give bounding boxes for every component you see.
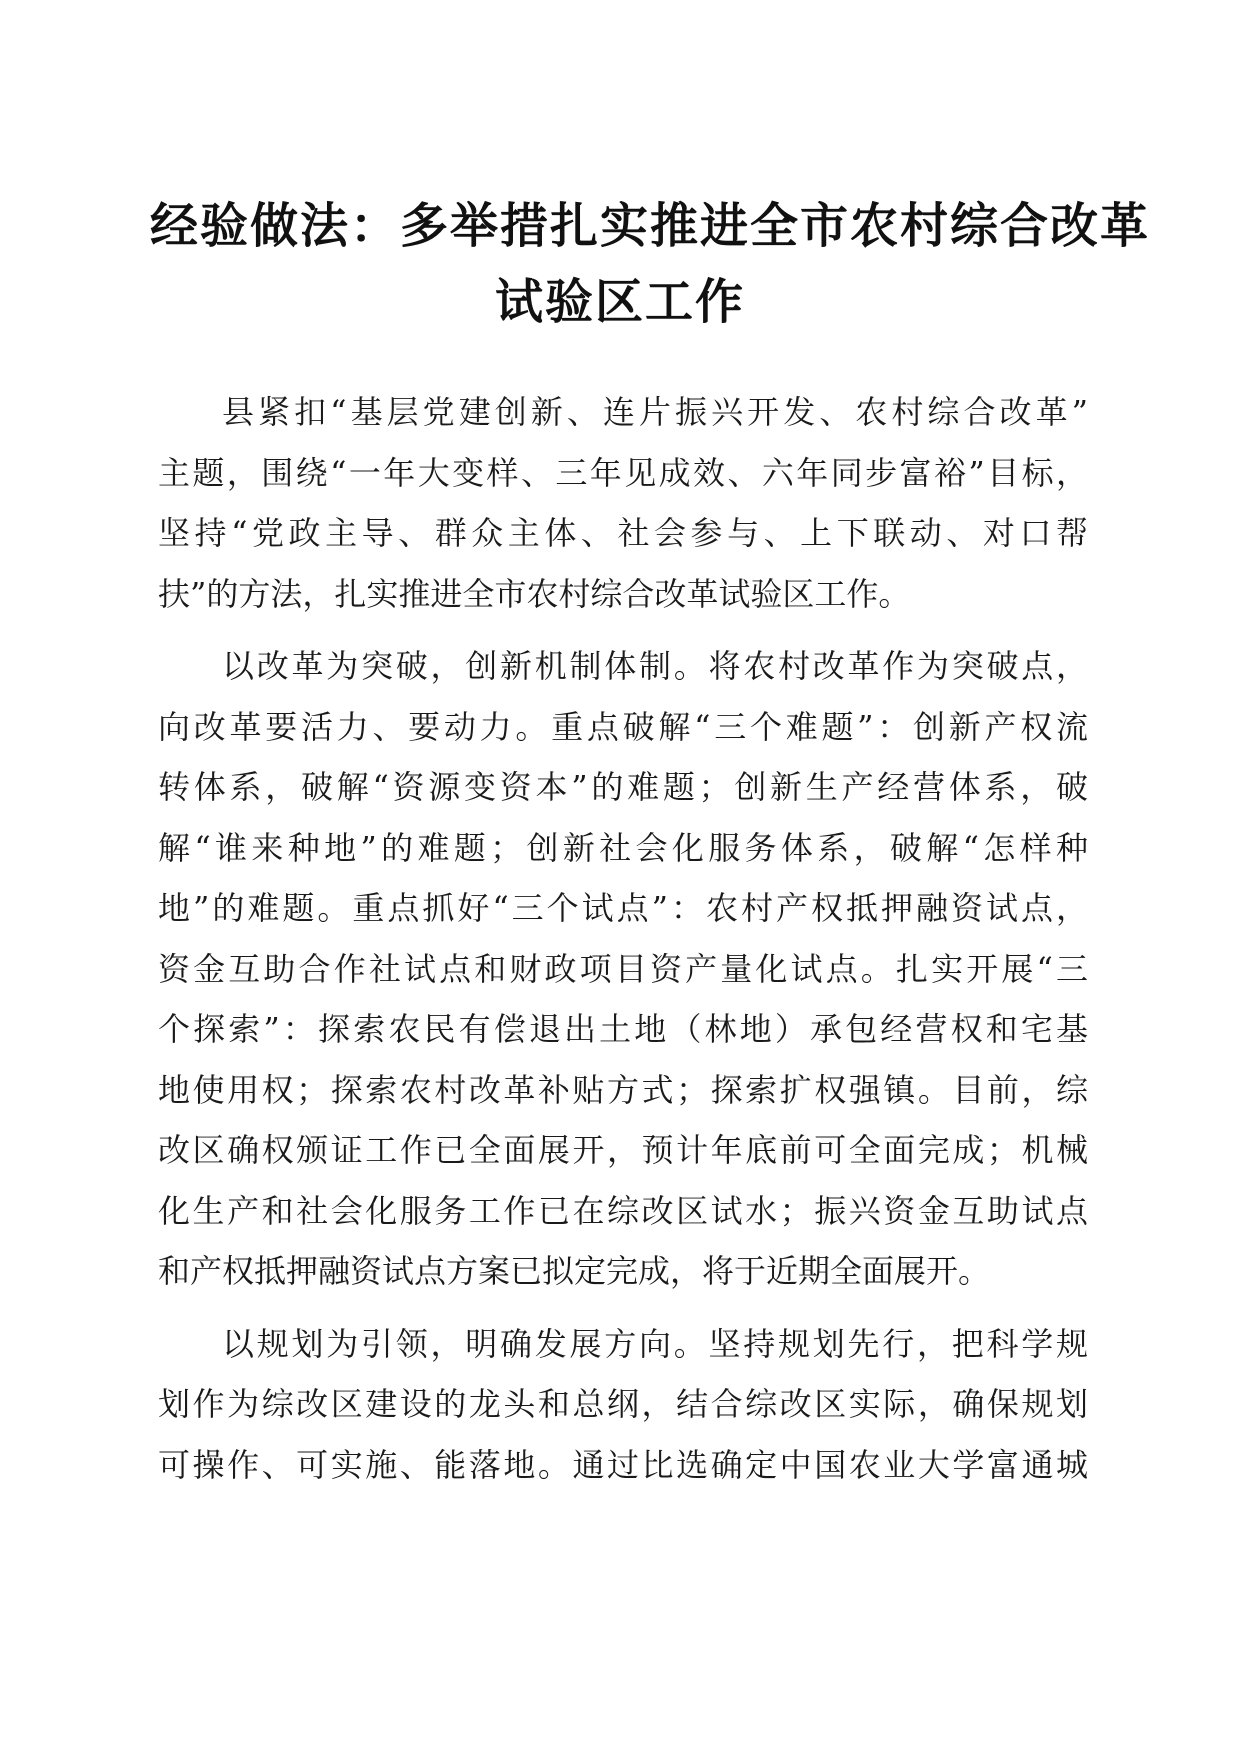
paragraph-line: 化生产和社会化服务工作已在综改区试水；振兴资金互助试点 [158, 1191, 1088, 1230]
paragraph-line: 以改革为突破，创新机制体制。将农村改革作为突破点， [222, 647, 1088, 685]
paragraph-1 [158, 382, 1088, 624]
paragraph-line: 县紧扣“基层党建创新、连片振兴开发、农村综合改革” [222, 393, 1088, 431]
paragraph-line: 可操作、可实施、能落地。通过比选确定中国农业大学富通城 [158, 1445, 1088, 1484]
title-line-1: 经验做法：多举措扎实推进全市农村综合改革 [150, 198, 1151, 254]
paragraph-line: 扶”的方法，扎实推进全市农村综合改革试验区工作。 [158, 574, 911, 613]
paragraph-line: 解“谁来种地”的难题；创新社会化服务体系，破解“怎样种 [158, 828, 1088, 867]
paragraph-line: 坚持“党政主导、群众主体、社会参与、上下联动、对口帮 [158, 514, 1088, 552]
paragraph-line: 地”的难题。重点抓好“三个试点”：农村产权抵押融资试点， [158, 889, 1088, 927]
paragraph-3 [158, 1314, 1088, 1496]
title-line-2: 试验区工作 [494, 274, 745, 330]
paragraph-line: 个探索”：探索农民有偿退出土地（林地）承包经营权和宅基 [158, 1010, 1088, 1048]
paragraph-line: 和产权抵押融资试点方案已拟定完成，将于近期全面展开。 [158, 1252, 991, 1290]
document-body [158, 382, 1088, 1495]
paragraph-line: 转体系，破解“资源变资本”的难题；创新生产经营体系，破 [158, 768, 1088, 806]
paragraph-line: 向改革要活力、要动力。重点破解“三个难题”：创新产权流 [158, 707, 1088, 746]
paragraph-2 [158, 636, 1088, 1302]
document-title [150, 188, 1151, 340]
paragraph-line: 资金互助合作社试点和财政项目资产量化试点。扎实开展“三 [158, 949, 1088, 988]
paragraph-spacer [158, 1302, 1088, 1314]
paragraph-line: 以规划为引领，明确发展方向。坚持规划先行，把科学规 [222, 1324, 1088, 1363]
paragraph-line: 主题，围绕“一年大变样、三年见成效、六年同步富裕”目标， [158, 453, 1088, 492]
paragraph-spacer [158, 624, 1088, 636]
paragraph-line: 改区确权颁证工作已全面展开，预计年底前可全面完成；机械 [158, 1131, 1088, 1169]
paragraph-line: 地使用权；探索农村改革补贴方式；探索扩权强镇。目前，综 [158, 1070, 1088, 1109]
paragraph-line: 划作为综改区建设的龙头和总纲，结合综改区实际，确保规划 [158, 1385, 1088, 1423]
